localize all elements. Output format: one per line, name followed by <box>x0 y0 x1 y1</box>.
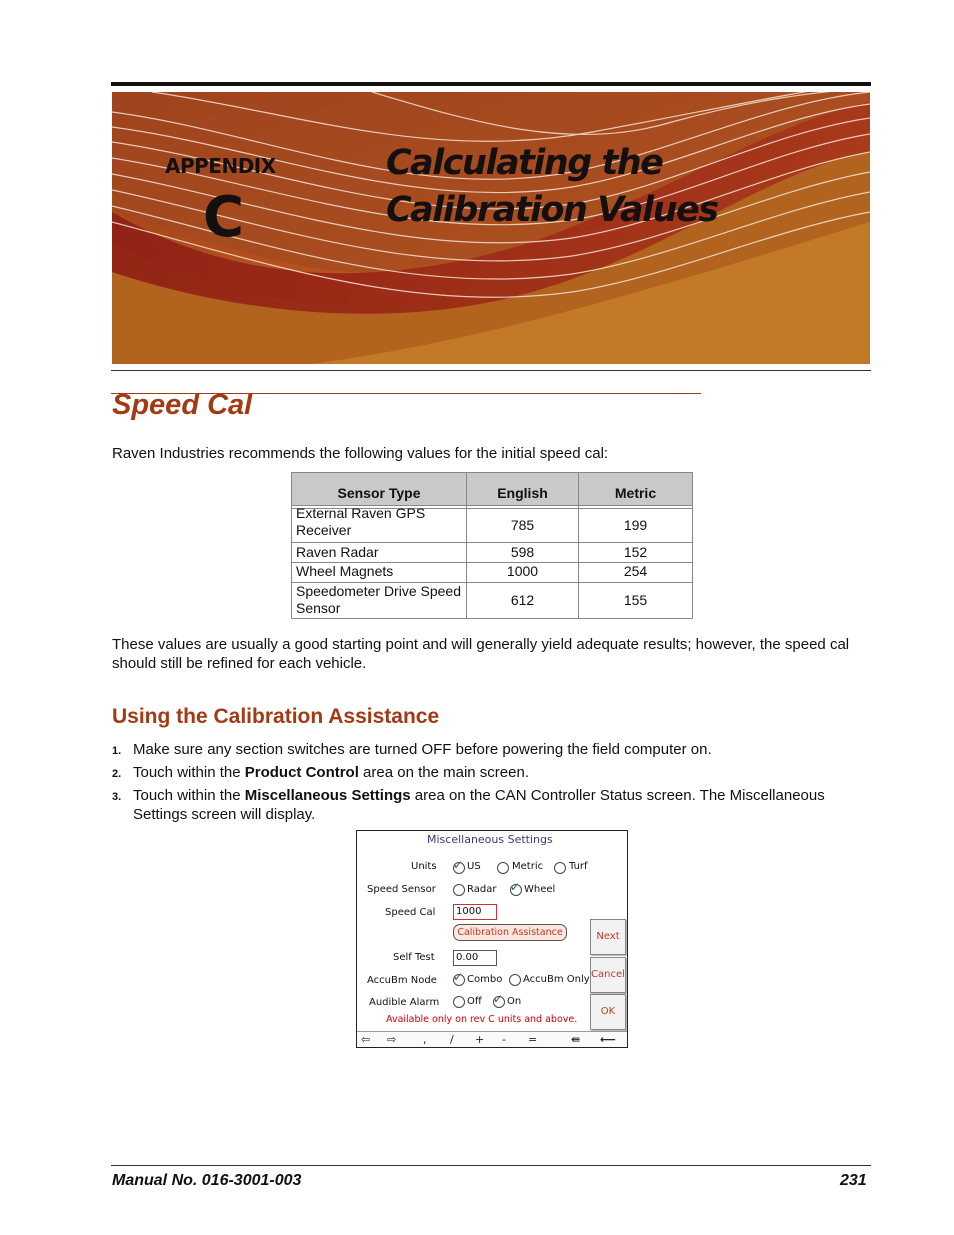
chapter-title-line2: Calibration Values <box>386 190 718 230</box>
step-1 <box>112 740 872 760</box>
accubm-only-radio[interactable] <box>509 974 521 986</box>
table-cell-sensor: Wheel Magnets <box>292 563 467 583</box>
step-text: Touch within the Product Control area on the main screen. <box>133 764 529 781</box>
header-english: English <box>467 473 579 506</box>
units-label: Units <box>411 861 437 872</box>
speed-sensor-label: Speed Sensor <box>367 884 436 895</box>
intro-paragraph: Raven Industries recommends the following values for the initial speed cal: <box>112 445 609 462</box>
accubm-only-label: AccuBm Only <box>523 974 590 985</box>
header-metric: Metric <box>579 473 693 506</box>
key-plus[interactable]: + <box>475 1033 485 1046</box>
step-number: 2. <box>112 768 122 780</box>
speed-sensor-radar-radio[interactable] <box>453 884 465 896</box>
speed-cal-field[interactable]: 1000 <box>453 904 497 920</box>
audible-alarm-label: Audible Alarm <box>369 997 440 1008</box>
sensor-line1: External Raven GPS <box>296 505 426 521</box>
check-icon: ✓ <box>493 992 504 1006</box>
footer-rule <box>111 1165 871 1166</box>
table-cell-metric: 254 <box>579 563 693 583</box>
accubm-node-label: AccuBm Node <box>367 975 437 986</box>
units-metric-label: Metric <box>512 861 544 872</box>
table-cell-english: 598 <box>467 543 579 563</box>
units-turf-label: Turf <box>569 861 588 872</box>
speed-cal-table <box>291 472 693 619</box>
table-cell-sensor: Raven Radar <box>292 543 467 563</box>
table-cell-sensor <box>292 583 467 619</box>
check-icon: ✓ <box>453 970 464 984</box>
check-icon: ✓ <box>453 858 464 872</box>
self-test-label: Self Test <box>393 952 435 963</box>
table-cell-sensor <box>292 505 467 543</box>
table-cell-metric: 199 <box>579 509 693 543</box>
sensor-line2: Sensor <box>296 600 341 616</box>
key-slash[interactable]: / <box>450 1033 454 1046</box>
step-text: Touch within the Miscellaneous Settings area on the CAN Controller Status screen. The Miscellaneous Settings screen will display. <box>133 787 825 823</box>
speed-sensor-wheel-label: Wheel <box>524 884 556 895</box>
appendix-letter: C <box>203 185 245 250</box>
banner-bottom-rule <box>111 370 871 371</box>
alarm-on-label: On <box>507 996 522 1007</box>
top-rule <box>111 82 871 86</box>
units-turf-radio[interactable] <box>554 862 566 874</box>
table-cell-english: 1000 <box>467 563 579 583</box>
chapter-title-line1: Calculating the <box>386 143 663 183</box>
section-title: Speed Cal <box>112 389 253 421</box>
sensor-line2: Receiver <box>296 522 352 538</box>
step-number: 3. <box>112 791 122 803</box>
check-icon: ✓ <box>510 880 521 894</box>
footer-manual-number: Manual No. 016-3001-003 <box>112 1172 302 1189</box>
alarm-off-label: Off <box>467 996 482 1007</box>
alarm-off-radio[interactable] <box>453 996 465 1008</box>
arrow-left-icon[interactable]: ⇦ <box>361 1033 371 1046</box>
ok-button[interactable]: OK <box>590 994 626 1030</box>
self-test-field[interactable]: 0.00 <box>453 950 497 966</box>
table-cell-metric: 152 <box>579 543 693 563</box>
footer-page-number: 231 <box>840 1172 867 1189</box>
key-equals[interactable]: = <box>528 1033 538 1046</box>
key-comma[interactable]: , <box>423 1033 427 1046</box>
table-row <box>292 563 693 583</box>
table-cell-english: 785 <box>467 509 579 543</box>
speed-cal-label: Speed Cal <box>385 907 436 918</box>
speed-sensor-radar-label: Radar <box>467 884 497 895</box>
rev-c-note: Available only on rev C units and above. <box>386 1014 578 1025</box>
cancel-button[interactable]: Cancel <box>590 957 626 993</box>
arrow-right-icon[interactable]: ⇨ <box>387 1033 397 1046</box>
table-cell-metric: 155 <box>579 583 693 619</box>
backspace-icon[interactable]: ⟵ <box>600 1033 616 1046</box>
calibration-assistance-button[interactable]: Calibration Assistance <box>453 924 567 941</box>
table-header-row <box>292 473 693 506</box>
misc-settings-screen <box>356 830 628 1048</box>
step-number: 1. <box>112 745 122 757</box>
chapter-title <box>386 140 846 234</box>
accubm-combo-label: Combo <box>467 974 503 985</box>
misc-settings-title: Miscellaneous Settings <box>427 833 553 846</box>
units-metric-radio[interactable] <box>497 862 509 874</box>
values-note-paragraph: These values are usually a good starting point and will generally yield adequate results; however, the speed cal should still be refined for each vehicle. <box>112 636 850 672</box>
keyboard-row <box>357 1031 627 1048</box>
key-minus[interactable]: - <box>502 1033 506 1046</box>
table-row <box>292 509 693 543</box>
step-text: Make sure any section switches are turned OFF before powering the field computer on. <box>133 741 712 758</box>
table-row <box>292 543 693 563</box>
units-us-label: US <box>467 861 481 872</box>
appendix-label: APPENDIX <box>165 154 276 178</box>
step-2 <box>112 763 872 783</box>
sensor-line1: Speedometer Drive Speed <box>296 583 461 599</box>
subsection-title: Using the Calibration Assistance <box>112 705 440 728</box>
step-3 <box>112 786 872 826</box>
backspace-all-icon[interactable]: ⇚ <box>571 1033 581 1046</box>
next-button[interactable]: Next <box>590 919 626 955</box>
table-row <box>292 583 693 619</box>
table-cell-english: 612 <box>467 583 579 619</box>
header-sensor-type: Sensor Type <box>292 473 467 506</box>
